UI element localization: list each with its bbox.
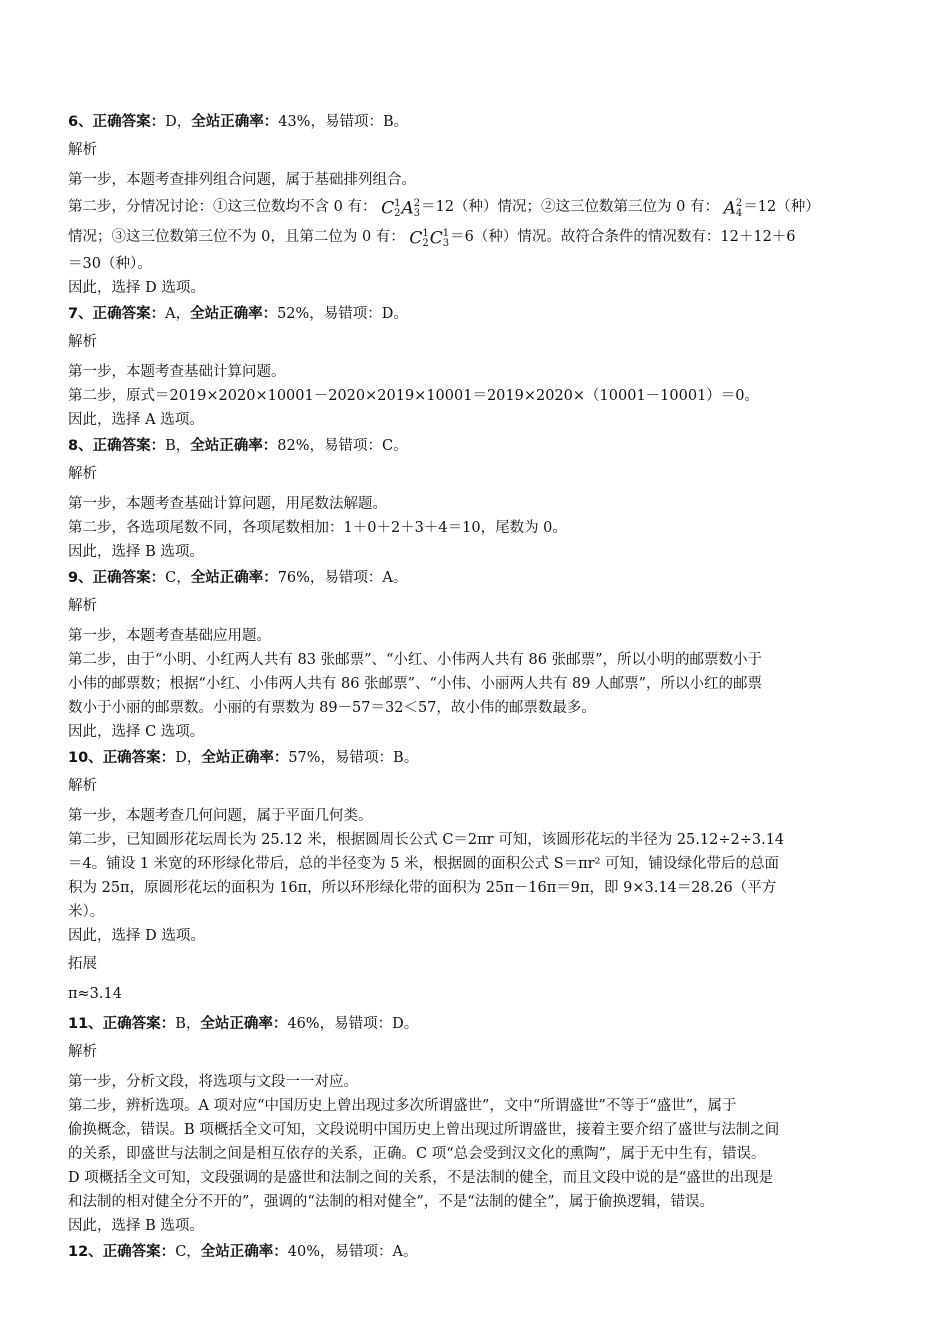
q9-jiexi-label: 解析 <box>68 598 97 614</box>
q12-answer-label: 正确答案： <box>102 1244 176 1260</box>
q8-rate: 82%，易错项：C。 <box>277 438 408 454</box>
q11-number: 11、 <box>68 1016 103 1032</box>
q8-answer: B， <box>165 438 191 454</box>
q6-jiexi-label: 解析 <box>68 142 97 158</box>
q11-step2-line4: D 项概括全文可知，文段强调的是盛世和法制之间的关系，不是法制的健全，而且文段中说的是“盛世的出现是 <box>68 1170 774 1186</box>
q9-step2-line2: 小伟的邮票数；根据“小红、小伟两人共有 86 张邮票”、“小伟、小丽两人共有 89 人邮票”，所以小红的邮票 <box>68 676 762 692</box>
q7-answer: A， <box>165 306 191 322</box>
q7-header <box>68 302 888 326</box>
q11-step2-line1: 第二步，辨析选项。A 项对应“中国历史上曾出现过多次所谓盛世”，文中“所谓盛世”不等于“盛世”，属于 <box>68 1098 737 1114</box>
q8-step2: 第二步，各选项尾数不同，各项尾数相加：1＋0＋2＋3＋4＝10，尾数为 0。 <box>68 520 567 536</box>
q10-step2-line4: 米）。 <box>68 904 105 920</box>
q12-rate-label: 全站正确率： <box>200 1244 288 1260</box>
q12-number: 12、 <box>68 1244 103 1260</box>
q8-conclusion: 因此，选择 B 选项。 <box>68 544 204 560</box>
q7-jiexi-label: 解析 <box>68 334 97 350</box>
q12-header <box>68 1240 888 1264</box>
q8-header <box>68 434 888 458</box>
q6-step2-line2 <box>68 222 888 252</box>
q10-header <box>68 746 888 770</box>
answer-explanations <box>68 108 888 1268</box>
q10-jiexi-label: 解析 <box>68 778 97 794</box>
q10-answer: D， <box>175 750 202 766</box>
q11-step2-line3: 的关系，即盛世与法制之间是相互依存的关系，正确。C 项“总会受到汉文化的熏陶”，属于无中生有，错误。 <box>68 1146 766 1162</box>
q7-rate: 52%，易错项：D。 <box>277 306 408 322</box>
q6-conclusion: 因此，选择 D 选项。 <box>68 280 205 296</box>
q9-number: 9、 <box>68 570 93 586</box>
q9-header <box>68 566 888 590</box>
q7-rate-label: 全站正确率： <box>190 306 278 322</box>
q6-formula-c21-c31: C 1 2 C 1 3 <box>409 227 450 249</box>
q9-rate: 76%，易错项：A。 <box>277 570 408 586</box>
q9-answer-label: 正确答案： <box>92 570 166 586</box>
q11-answer: B， <box>175 1016 201 1032</box>
q11-conclusion: 因此，选择 B 选项。 <box>68 1218 204 1234</box>
q9-rate-label: 全站正确率： <box>190 570 278 586</box>
q11-rate-label: 全站正确率： <box>200 1016 288 1032</box>
q10-step2-line3: 积为 25π，原圆形花坛的面积为 16π，所以环形绿化带的面积为 25π－16π＝9π，即 9×3.14＝28.26（平方 <box>68 880 777 896</box>
q7-conclusion: 因此，选择 A 选项。 <box>68 412 204 428</box>
q6-step2-text-d: 情况；③这三位数第三位不为 0，且第二位为 0 有： <box>68 229 405 245</box>
q10-tuozhan-label: 拓展 <box>68 956 97 972</box>
q10-answer-label: 正确答案： <box>102 750 176 766</box>
q6-step1: 第一步，本题考查排列组合问题，属于基础排列组合。 <box>68 172 416 188</box>
q6-header <box>68 110 888 134</box>
q10-number: 10、 <box>68 750 103 766</box>
q9-answer: C， <box>165 570 191 586</box>
q11-step2-line2: 偷换概念，错误。B 项概括全文可知，文段说明中国历史上曾出现过所谓盛世，接着主要介绍了盛世与法制之间 <box>68 1122 780 1138</box>
q10-pi-note: π≈3.14 <box>68 986 122 1002</box>
q7-number: 7、 <box>68 306 93 322</box>
q9-step2-line1: 第二步，由于“小明、小红两人共有 83 张邮票”、“小红、小伟两人共有 86 张邮票”，所以小明的邮票数小于 <box>68 652 762 668</box>
q9-step2-line3: 数小于小丽的邮票数。小丽的有票数为 89－57＝32＜57，故小伟的邮票数最多。 <box>68 700 596 716</box>
q7-step2: 第二步，原式＝2019×2020×10001－2020×2019×10001＝2019×2020×（10001－10001）＝0。 <box>68 388 760 404</box>
q12-rate: 40%，易错项：A。 <box>287 1244 418 1260</box>
q6-step2-line1 <box>68 192 888 222</box>
q6-formula-c21-a32: C 1 2 A 2 3 <box>381 197 421 219</box>
q10-step2-line2: ＝4。铺设 1 米宽的环形绿化带后，总的半径变为 5 米，根据圆的面积公式 S＝πr² 可知，铺设绿化带后的总面 <box>68 856 780 872</box>
q9-step1: 第一步，本题考查基础应用题。 <box>68 628 271 644</box>
q8-jiexi-label: 解析 <box>68 466 97 482</box>
q9-conclusion: 因此，选择 C 选项。 <box>68 724 205 740</box>
q7-answer-label: 正确答案： <box>92 306 166 322</box>
q7-step1: 第一步，本题考查基础计算问题。 <box>68 364 286 380</box>
q10-step2-line1: 第二步，已知圆形花坛周长为 25.12 米，根据圆周长公式 C＝2πr 可知，该圆形花坛的半径为 25.12÷2÷3.14 <box>68 832 785 848</box>
q12-answer: C， <box>175 1244 201 1260</box>
q8-number: 8、 <box>68 438 93 454</box>
q11-step1: 第一步，分析文段，将选项与文段一一对应。 <box>68 1074 358 1090</box>
q11-header <box>68 1012 888 1036</box>
q6-step2-line3: ＝30（种）。 <box>68 256 152 272</box>
q10-rate: 57%，易错项：B。 <box>288 750 419 766</box>
q11-jiexi-label: 解析 <box>68 1044 97 1060</box>
q6-number: 6、 <box>68 114 93 130</box>
q6-step2-text-c: ＝12（种） <box>743 199 820 215</box>
q6-answer: D， <box>165 114 192 130</box>
q10-conclusion: 因此，选择 D 选项。 <box>68 928 205 944</box>
q6-answer-label: 正确答案： <box>92 114 166 130</box>
q6-step2-text-a: 第二步，分情况讨论：①这三位数均不含 0 有： <box>68 199 377 215</box>
q8-step1: 第一步，本题考查基础计算问题，用尾数法解题。 <box>68 496 387 512</box>
q6-rate-label: 全站正确率： <box>191 114 279 130</box>
q11-answer-label: 正确答案： <box>102 1016 176 1032</box>
q8-answer-label: 正确答案： <box>92 438 166 454</box>
q8-rate-label: 全站正确率： <box>190 438 278 454</box>
q6-step2-text-b: ＝12（种）情况；②这三位数第三位为 0 有： <box>421 199 720 215</box>
q6-formula-a42: A 2 4 <box>723 197 743 219</box>
q10-rate-label: 全站正确率： <box>201 750 289 766</box>
q11-rate: 46%，易错项：D。 <box>287 1016 419 1032</box>
q6-step2-text-e: ＝6（种）情况。故符合条件的情况数有：12＋12＋6 <box>450 229 796 245</box>
q6-rate: 43%，易错项：B。 <box>278 114 409 130</box>
q11-step2-line5: 和法制的相对健全分不开的”，强调的“法制的相对健全”，不是“法制的健全”，属于偷换逻辑，错误。 <box>68 1194 715 1210</box>
q10-step1: 第一步，本题考查几何问题，属于平面几何类。 <box>68 808 373 824</box>
